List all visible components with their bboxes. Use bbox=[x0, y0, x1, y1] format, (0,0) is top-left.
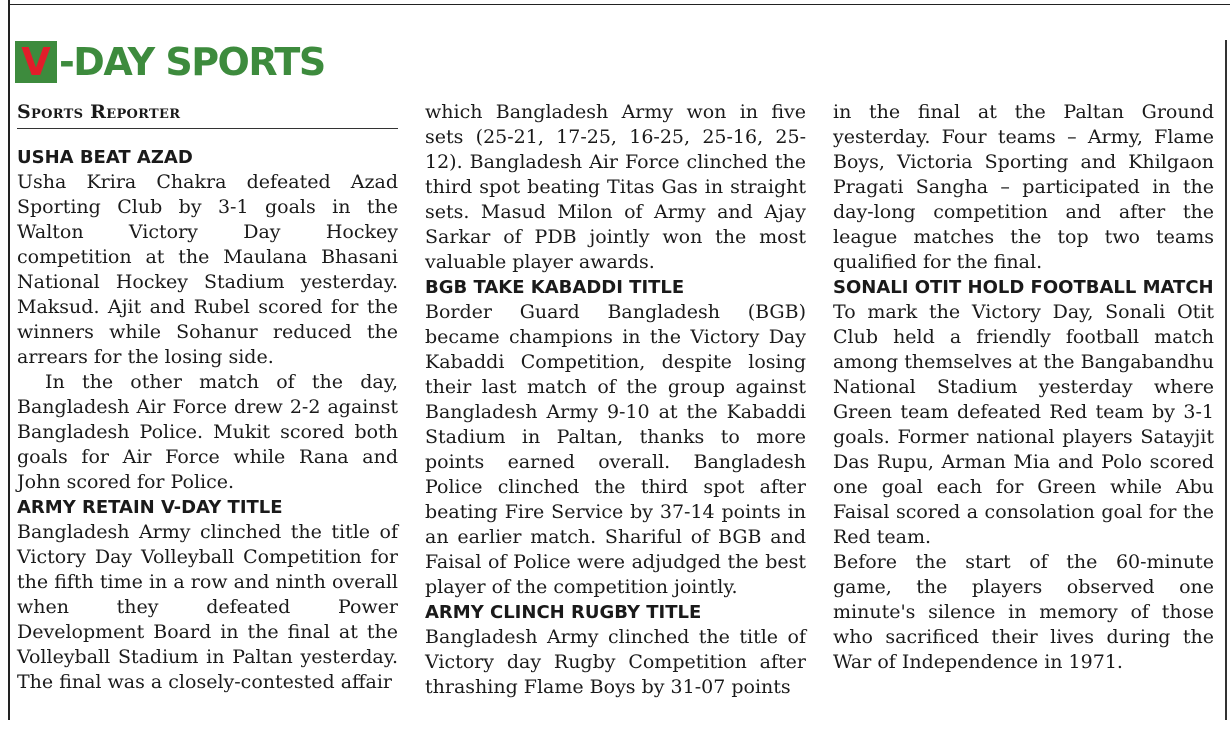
page-right-rule bbox=[1225, 40, 1227, 720]
headline-army-clinch-rugby-title: ARMY CLINCH RUGBY TITLE bbox=[425, 602, 702, 623]
headline-sonali-otit-hold-football-match: SONALI OTIT HOLD FOOTBALL MATCH bbox=[833, 277, 1214, 298]
paragraph: In the other match of the day, Bangladesh Air Force drew 2-2 against Bangladesh Police. Mukit scored both goals for Air Force while Rana and John scored for Police. bbox=[17, 371, 398, 493]
section-header bbox=[15, 40, 325, 84]
v-logo-box: V bbox=[15, 41, 57, 83]
section-title: -DAY SPORTS bbox=[59, 40, 325, 84]
headline-bgb-take-kabaddi-title: BGB TAKE KABADDI TITLE bbox=[425, 277, 685, 298]
paragraph: Bangladesh Army clinched the title of Victory day Rugby Competition after thrashing Flame Boys by 31-07 points bbox=[425, 626, 806, 698]
column-2 bbox=[425, 100, 806, 700]
paragraph: Usha Krira Chakra defeated Azad Sporting Club by 3-1 goals in the Walton Victory Day Hockey competition at the Maulana Bhasani National Hockey Stadium yesterday. Maksud. Ajit and Rubel scored for the winners while Sohanur reduced the arrears for the losing side. bbox=[17, 171, 398, 368]
column-1 bbox=[17, 100, 398, 695]
paragraph: which Bangladesh Army won in five sets (25-21, 17-25, 16-25, 25-16, 25-12). Bangladesh Air Force clinched the third spot beating Titas Gas in straight sets. Masud Milon of Army and Ajay Sarkar of PDB jointly won the most valuable player awards. bbox=[425, 101, 806, 273]
paragraph: Before the start of the 60-minute game, the players observed one minute's silence in memory of those who sacrificed their lives during the War of Independence in 1971. bbox=[833, 551, 1214, 673]
headline-usha-beat-azad: USHA BEAT AZAD bbox=[17, 147, 193, 168]
page-top-rule bbox=[8, 4, 1230, 5]
headline-army-retain-vday-title: ARMY RETAIN V-DAY TITLE bbox=[17, 497, 283, 518]
paragraph: in the final at the Paltan Ground yesterday. Four teams – Army, Flame Boys, Victoria Sporting and Khilgaon Pragati Sangha – participated in the day-long competition and after the league matches the top two teams qualified for the final. bbox=[833, 101, 1214, 273]
page-left-rule bbox=[8, 0, 10, 720]
column-3 bbox=[833, 100, 1214, 675]
paragraph: To mark the Victory Day, Sonali Otit Club held a friendly football match among themselves at the Bangabandhu National Stadium yesterday where Green team defeated Red team by 3-1 goals. Former national players Satayjit Das Rupu, Arman Mia and Polo scored one goal each for Green while Abu Faisal scored a consolation goal for the Red team. bbox=[833, 301, 1214, 548]
paragraph: Bangladesh Army clinched the title of Victory Day Volleyball Competition for the fifth time in a row and ninth overall when they defeated Power Development Board in the final at the Volleyball Stadium in Paltan yesterday. The final was a closely-contested affair bbox=[17, 521, 398, 693]
paragraph: Border Guard Bangladesh (BGB) became champions in the Victory Day Kabaddi Competition, despite losing their last match of the group against Bangladesh Army 9-10 at the Kabaddi Stadium in Paltan, thanks to more points earned overall. Bangladesh Police clinched the third spot after beating Fire Service by 37-14 points in an earlier match. Shariful of BGB and Faisal of Police were adjudged the best player of the competition jointly. bbox=[425, 301, 806, 598]
byline: Sports Reporter bbox=[17, 100, 398, 129]
